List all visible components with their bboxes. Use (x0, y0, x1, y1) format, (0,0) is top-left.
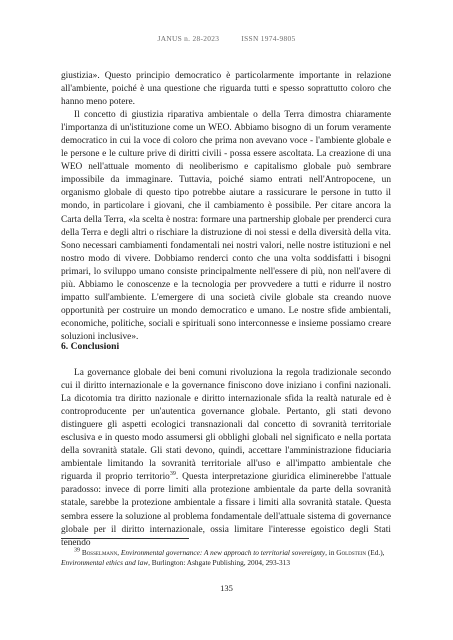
footnote-book: Environmental ethics and law (61, 558, 149, 567)
conclusion-text: La governance globale dei beni comuni rivoluziona la regola tradizionale secondo cui il diritto internazionale e la governance finiscono dove iniziano i confini nazionali. La dicotomia tra diritto nazionale e diritto internazionale sfida la realtà naturale ed è controproducente per un'autentica governance globale. Pertanto, gli stati devono distinguere gli aspetti ecologici transnazionali dal concetto di sovranità territoriale esclusiva e in questo modo assumersi gli obblighi globali nel significato e nella portata della sovranità statale. Gli stati devono, quindi, accettare l'amministrazione fiduciaria ambientale limitando la sovranità territoriale all'uso e all'impatto ambientale che riguarda il proprio territorio (61, 368, 391, 483)
footnote-reference[interactable]: 39 (169, 471, 176, 478)
paragraph: Il concetto di giustizia riparativa ambientale o della Terra dimostra chiaramente l'importanza di un'istituzione come un WEO. Abbiamo bisogno di un forum veramente democratico in cui la voce di coloro che prima non avevano voce - l'ambiente globale e le persone e le culture prive di diritti civili - possa essere ascoltata. La creazione di una WEO nell'attuale momento di neoliberismo e capitalismo globale può sembrare impossibile da immaginare. Tuttavia, poiché siamo entrati nell'Antropocene, un organismo globale di questo tipo potrebbe aiutare a rassicurare le persone in tutto il mondo, in particolare i giovani, che il cambiamento è possibile. Per citare ancora la Carta della Terra, «la scelta è nostra: formare una partnership globale per prenderci cura della Terra e degli altri o rischiare la distruzione di noi stessi e della diversità della vita. Sono necessari cambiamenti fondamentali nei nostri valori, nelle nostre istituzioni e nel nostro modo di vivere. Dobbiamo renderci conto che una volta soddisfatti i bisogni primari, lo sviluppo umano consiste principalmente nell'essere di più, non nell'avere di più. Abbiamo le conoscenze e la tecnologia per provvedere a tutti e ridurre il nostro impatto sull'ambiente. L'emergere di una società civile globale sta creando nuove opportunità per costruire un mondo democratico e umano. Le nostre sfide ambientali, economiche, politiche, sociali e spirituali sono interconnesse e insieme possiamo creare soluzioni inclusive». (61, 110, 391, 342)
paragraph (61, 367, 391, 550)
footnote-title: Environmental governance: A new approach to territorial sovereignty (120, 548, 326, 557)
footnote-separator (61, 538, 189, 539)
footnote: $^{39}$ Bosselmann, Environmental governance: A new approach to territorial sovereignty, in Goldstein (Ed.), Environmental ethics and law, Burlington: Ashgate Publishing, 2004, 293-313 (61, 547, 385, 567)
body-text (61, 70, 391, 344)
footnote-editor: Goldstein (336, 548, 367, 557)
conclusion-text-continued: . Questa interpretazione giuridica eliminerebbe l'attuale paradosso: invece di porre limiti alla protezione ambientale da parte della sovranità statale, sarebbe la protezione ambientale a fissare i limiti alla sovranità statale. Questa sembra essere la soluzione al problema fondamentale dell'attuale sistema di governance globale per il diritto internazionale, ossia limitare l'interesse egoistico degli Stati tenendo (61, 472, 392, 548)
footnote-number: 39 (74, 547, 80, 554)
footnote-publisher: , Burlington: Ashgate Publishing, 2004, 293-313 (148, 558, 290, 567)
conclusion-body (61, 367, 391, 550)
page-number: 135 (220, 583, 233, 593)
footnote-author: Bosselmann (81, 548, 118, 557)
paragraph: giustizia». Questo principio democratico è particolarmente importante in relazione all'ambiente, poiché è una questione che riguarda tutti e spesso soprattutto coloro che hanno meno potere. (61, 71, 391, 108)
running-header (0, 34, 453, 43)
section-heading: 6. Conclusioni (61, 341, 120, 352)
journal-issue: JANUS n. 28-2023 (157, 34, 220, 43)
issn: ISSN 1974-9805 (241, 34, 296, 43)
